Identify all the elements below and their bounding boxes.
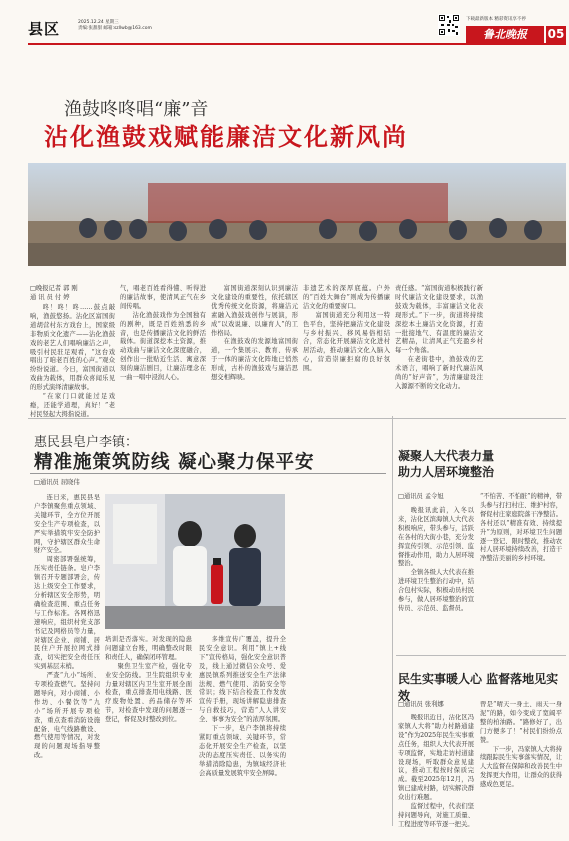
paragraph: 富国街道充分利用这一特色平台，坚持把廉洁文化建设与乡村振兴、移风易俗相结合，常态化开展廉洁文化进村居活动，推动廉洁文化入脑入心，营造崇廉拒腐的良好氛围。: [303, 311, 390, 373]
story1-col2: [120, 285, 206, 383]
header-rule: [28, 43, 566, 45]
paragraph: “在家门口就能过足戏瘾，还能学道理，真好！”老村民竖起大拇指说道。: [30, 393, 115, 418]
paragraph: “不怕苦、不怕脏”的精神，带头参与打扫村庄、维护村容，督促村庄家庭院落干净整洁。各村还以“精准有效、持续提升”为原则，对环境卫生问题逐一登记、限时整改，推动农村人居环境持续改善，打造干净整洁美丽的乡村环境。: [480, 493, 563, 563]
story2-col3: [199, 636, 286, 779]
story4-col1: [398, 714, 474, 836]
story4-headline: 民生实事暖人心 监督落地见实效: [398, 672, 559, 703]
paragraph: 在渔鼓戏的发源地富国街道，一个集展示、教育、传承于一体的廉洁文化阵地已悄然形成，古朴的渔鼓戏与廉洁思想交相辉映。: [211, 338, 298, 382]
column-divider: [392, 416, 393, 826]
story3-col1: [398, 507, 474, 614]
page-number: 05: [547, 27, 565, 41]
story1-col5: [395, 285, 483, 392]
header-meta: [78, 20, 152, 32]
story1-byline: □晚报记者 郭 刚 通 讯 员 付 婷: [30, 285, 78, 301]
paragraph: 周密部署强统筹，压实责任链条。皂户李镇召开专题部署会，传达上级安全工作要求，分析辖区安全形势，明确检查范围、重点任务与工作标准。各网格迅速响应，组织村党支部书记及网格员等力量，对辖区企业、商铺、居民住户开展拉网式排查，切实把安全责任压实到基层末梢。: [34, 556, 100, 671]
paragraph: 责任感。“富国街道积极践行新时代廉洁文化建设要求，以渔鼓戏为载体，丰富廉洁文化表现形式。”下一步，街道将持续深挖本土廉洁文化资源，打造一批接地气、有温度的廉洁文艺精品，让清风正气充盈乡村每一个角落。: [395, 285, 483, 355]
story2-byline: □通讯员 屈晓伟: [34, 479, 80, 486]
paragraph: 在老街巷中，渔鼓戏的艺术语言，唱响了新时代廉洁风尚的“好声音”，为清廉建设注入源源不断的文化动力。: [395, 356, 483, 390]
paragraph: 非遗艺术的深厚底蕴。户外的“百姓大舞台”则成为传播廉洁文化的重要窗口。: [303, 285, 390, 310]
section-label: 县区: [28, 20, 61, 38]
paragraph: 严查“九小”场所、专项检查燃气。坚持问题导向，对小商铺、小作坊、小餐饮等“九小”场所开展专项检查，重点查看消防设施配备、电气线路敷设、燃气使用等情况，对发现的问题现场指导整改。: [34, 672, 100, 760]
paragraph: 晚报讯此前，入冬以来，沾化区滨海镇人大代表积极响应，带头参与，活跃在各村的大街小巷，充分发挥宣传引领、示范引领、监督推动作用，助力人居环境整治。: [398, 507, 474, 568]
paragraph: 全镇各级人大代表在推进环境卫生整治行动中，结合包村实际，积极动员村民参与，做人居环境整治的宣传员、示范员、监督员。: [398, 569, 474, 612]
paragraph: 晚报讯近日，沾化区冯家镇人大将“助力村路通建设”作为2025年民生实事重点任务，组织人大代表开展专项监督，实地走访村道建设现场，听取群众意见建议，推动工程按时保质完成。截至2025年12月，冯镇已建成村路，切实解决群众出行难题。: [398, 714, 474, 802]
story1-photo: [28, 163, 566, 266]
paragraph: 培训是否落实。对发现的隐患问题建立台账，明确整改时限和责任人，确保闭环管理。: [105, 636, 192, 661]
paragraph: 咚！咚！咚……鼓点敲响，渔鼓悠扬。沾化区富国街道胡营村东方戏台上，国家级非物质文化遗产——沾化渔鼓戏的老艺人们唱响廉洁之声，吸引村民驻足观看，“这台戏唱出了咱老百姓的心声。”观众纷纷说道。今日，富国街道以戏曲为载体，用群众喜闻乐见的形式演绎清廉故事。: [30, 304, 115, 392]
story1-col4: [303, 285, 390, 374]
story3-headline-line2: 助力人居环境整治: [398, 465, 495, 479]
section-divider: [396, 655, 566, 656]
paragraph: 聚焦卫生室产检，强化专业安全防线。卫生院组织专业力量对辖区内卫生室开展全面检查，重点排查用电线路、医疗废物处置、药品储存等环节，对检查中发现的问题逐一登记，督促及时整改到位。: [105, 662, 192, 724]
story3-byline: □通讯员 孟令旭: [398, 493, 444, 500]
paragraph: 下一步，冯家镇人大将持续跟踪民生实事落实情况，让人大监督在保障和改善民生中发挥更大作用，让群众的获得感成色更足。: [480, 745, 562, 789]
story3-col2: [480, 493, 562, 564]
section-divider: [28, 418, 566, 419]
issue-date: 2025.12.24 星期三: [78, 20, 119, 25]
paragraph: 富国街道深刻认识到廉洁文化建设的重要性，依托辖区优秀传统文化资源，将廉洁元素融入渔鼓戏创作与展演，形成“以戏说廉、以廉育人”的工作格局。: [211, 285, 298, 337]
story2-photo: [105, 494, 285, 629]
newspaper-brand: 鲁北晚报: [466, 26, 544, 43]
paragraph: 气，唱老百姓看得懂、听得进的廉洁故事，使清风正气在乡间传唱。: [120, 285, 206, 310]
story1-col3: [211, 285, 298, 383]
story1-kicker: 渔鼓咚咚唱“廉”音: [64, 99, 209, 120]
paragraph: 连日来，惠民县皂户李镇聚焦重点领域、关键环节，全方位开展安全生产专项检查，以严实举措筑牢安全防护网，守护辖区群众生命财产安全。: [34, 494, 100, 555]
paragraph: 多维宣传广覆盖，提升全民安全意识。利用“镇上+线下”宣传格局，强化安全意识普及，线上通过微信公众号、爱惠民镇系列推送安全生产法律法规、燃气使用、消防安全等常识；线下结合检查工作发放宣传手册，现场讲解隐患排查与自救技巧，营造“人人讲安全、事事为安全”的浓厚氛围。: [199, 636, 286, 724]
story2-headline: 精准施策筑防线 凝心聚力保平安: [34, 452, 315, 473]
story4-byline: □通讯员 张利娜: [398, 701, 444, 708]
story3-headline-line1: 凝聚人大代表力量: [398, 449, 495, 463]
story4-col2: [480, 701, 562, 836]
story2-kicker: 惠民县皂户李镇：: [34, 435, 139, 450]
story2-col2: [105, 636, 192, 725]
story3-headline: [398, 448, 494, 480]
editor-line: 责编:张甜甜 邮箱:szllwb@163.com: [78, 26, 152, 31]
header-slogan: 下载最新版本 精彩资讯享不停: [466, 17, 526, 22]
story2-col1: [34, 494, 100, 834]
paragraph: 沾化渔鼓戏作为全国独有的剧种，既是百姓熟悉的乡音，也是传播廉洁文化的鲜活载体。街道深挖本土资源，推动戏曲与廉洁文化深度融合，创作出一批贴近生活、寓意深刻的廉洁剧目，让廉洁理念在一曲一唱中浸润人心。: [120, 311, 206, 382]
paragraph: 监督过程中，代表们坚持问题导向，对施工质量、工程进度等环节逐一把关。: [398, 803, 474, 828]
paragraph: 曾是“晴天一身土、雨天一身泥”的路，如今变成了宽阔平整的柏油路。“路修好了，出门方便多了！”村民们纷纷点赞。: [480, 701, 562, 744]
qr-code-icon[interactable]: [438, 14, 460, 36]
story1-col1: [30, 304, 115, 420]
story1-headline: 沾化渔鼓戏赋能廉洁文化新风尚: [44, 122, 408, 151]
story2-rule: [30, 473, 386, 474]
paragraph: 下一步，皂户李镇将持续紧盯重点领域、关键环节，常态化开展安全生产检查，以坚决的态度压实责任、以务实的举措消除隐患，为镇域经济社会高质量发展筑牢安全屏障。: [199, 725, 286, 777]
